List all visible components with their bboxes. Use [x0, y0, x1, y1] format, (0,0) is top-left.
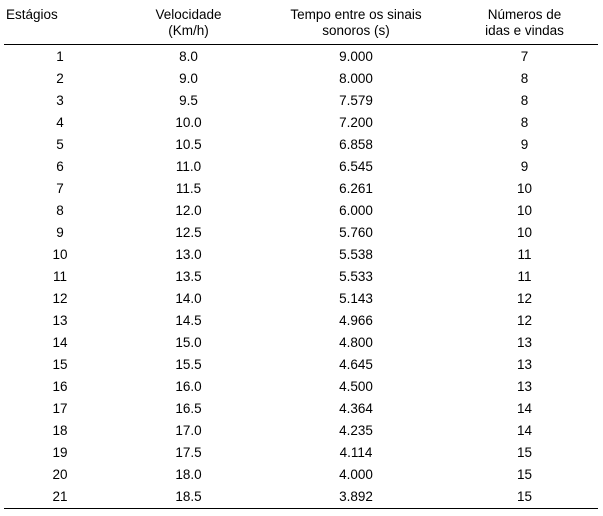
column-header-tempo — [261, 7, 451, 45]
cell-velocidade: 15.0 — [175, 335, 202, 350]
cell-estagio: 17 — [52, 401, 68, 416]
cell-idas-vindas: 14 — [516, 423, 533, 438]
table-row — [4, 222, 598, 244]
cell-idas-vindas: 12 — [516, 291, 533, 306]
table-body — [4, 45, 598, 509]
cell-estagio: 8 — [56, 203, 64, 218]
cell-estagio: 7 — [56, 181, 64, 196]
cell-velocidade: 11.0 — [175, 159, 202, 174]
cell-estagio: 2 — [56, 71, 64, 86]
cell-velocidade: 18.5 — [175, 489, 202, 504]
cell-estagio: 11 — [52, 269, 67, 284]
cell-tempo: 7.579 — [339, 93, 373, 108]
cell-estagio: 16 — [52, 379, 68, 394]
cell-velocidade: 18.0 — [175, 467, 202, 482]
table-row — [4, 156, 598, 178]
cell-tempo: 4.114 — [339, 445, 373, 460]
table-row — [4, 288, 598, 310]
table-row — [4, 464, 598, 486]
stages-table — [4, 7, 598, 509]
cell-velocidade: 16.0 — [175, 379, 202, 394]
header-line: Tempo entre os sinais — [290, 7, 422, 22]
cell-tempo: 5.143 — [339, 291, 373, 306]
cell-velocidade: 17.0 — [175, 423, 202, 438]
table-row — [4, 332, 598, 354]
cell-tempo: 5.538 — [339, 247, 373, 262]
table-header — [4, 7, 598, 45]
cell-tempo: 4.966 — [339, 313, 373, 328]
table-row — [4, 134, 598, 156]
table-row — [4, 244, 598, 266]
cell-tempo: 5.533 — [339, 269, 373, 284]
cell-estagio: 12 — [52, 291, 68, 306]
cell-estagio: 15 — [52, 357, 68, 372]
cell-tempo: 6.000 — [339, 203, 373, 218]
header-line: sonoros (s) — [322, 23, 390, 38]
cell-tempo: 3.892 — [339, 489, 373, 504]
cell-idas-vindas: 9 — [520, 159, 529, 174]
cell-idas-vindas: 15 — [516, 467, 533, 482]
table-row — [4, 200, 598, 222]
table-row — [4, 376, 598, 398]
cell-velocidade: 15.5 — [175, 357, 202, 372]
table-row — [4, 266, 598, 288]
cell-tempo: 4.000 — [339, 467, 373, 482]
cell-estagio: 19 — [52, 445, 68, 460]
cell-estagio: 14 — [52, 335, 68, 350]
cell-estagio: 5 — [56, 137, 64, 152]
table-row — [4, 420, 598, 442]
table-row — [4, 112, 598, 134]
cell-velocidade: 14.5 — [175, 313, 202, 328]
cell-velocidade: 11.5 — [175, 181, 202, 196]
cell-tempo: 4.364 — [339, 401, 373, 416]
cell-velocidade: 13.0 — [175, 247, 202, 262]
cell-velocidade: 9.5 — [179, 93, 198, 108]
cell-velocidade: 12.0 — [175, 203, 202, 218]
cell-idas-vindas: 11 — [517, 269, 532, 284]
cell-tempo: 5.760 — [339, 225, 373, 240]
cell-idas-vindas: 9 — [520, 137, 529, 152]
cell-idas-vindas: 7 — [520, 48, 529, 64]
cell-idas-vindas: 10 — [516, 225, 533, 240]
header-line: Números de — [487, 7, 562, 22]
cell-velocidade: 10.5 — [175, 137, 202, 152]
cell-idas-vindas: 12 — [516, 313, 533, 328]
cell-idas-vindas: 14 — [516, 401, 533, 416]
cell-tempo: 4.500 — [339, 379, 373, 394]
table-row — [4, 45, 598, 69]
cell-estagio: 18 — [52, 423, 68, 438]
cell-idas-vindas: 8 — [520, 93, 529, 108]
header-line: (Km/h) — [168, 23, 209, 38]
column-header-estagios — [4, 7, 116, 45]
table-row — [4, 354, 598, 376]
column-header-numeros — [451, 7, 598, 45]
cell-estagio: 1 — [56, 48, 64, 64]
cell-estagio: 3 — [56, 93, 64, 108]
table-row — [4, 442, 598, 464]
cell-idas-vindas: 10 — [516, 181, 533, 196]
cell-idas-vindas: 15 — [516, 489, 533, 504]
table-row — [4, 486, 598, 509]
cell-velocidade: 13.5 — [175, 269, 202, 284]
cell-tempo: 4.800 — [339, 335, 373, 350]
header-line: Velocidade — [155, 7, 222, 22]
cell-estagio: 20 — [52, 467, 68, 482]
header-line: idas e vindas — [485, 23, 564, 38]
cell-idas-vindas: 13 — [516, 335, 533, 350]
cell-velocidade: 17.5 — [175, 445, 202, 460]
header-line: Estágios — [6, 7, 58, 22]
cell-velocidade: 12.5 — [175, 225, 202, 240]
table-row — [4, 178, 598, 200]
cell-estagio: 13 — [52, 313, 68, 328]
cell-estagio: 4 — [56, 115, 64, 130]
cell-estagio: 9 — [56, 225, 64, 240]
table-row — [4, 398, 598, 420]
stages-table-container — [4, 7, 598, 509]
cell-tempo: 4.235 — [339, 423, 373, 438]
cell-velocidade: 16.5 — [175, 401, 202, 416]
cell-tempo: 6.858 — [339, 137, 373, 152]
cell-idas-vindas: 13 — [516, 357, 533, 372]
cell-velocidade: 8.0 — [179, 48, 198, 64]
cell-idas-vindas: 10 — [516, 203, 533, 218]
table-row — [4, 310, 598, 332]
cell-tempo: 9.000 — [339, 48, 373, 64]
cell-idas-vindas: 8 — [520, 115, 529, 130]
cell-idas-vindas: 15 — [516, 445, 533, 460]
cell-velocidade: 10.0 — [175, 115, 202, 130]
cell-idas-vindas: 8 — [520, 71, 529, 86]
cell-velocidade: 14.0 — [175, 291, 202, 306]
cell-tempo: 8.000 — [339, 71, 373, 86]
table-row — [4, 90, 598, 112]
cell-tempo: 4.645 — [339, 357, 373, 372]
cell-estagio: 10 — [52, 247, 68, 262]
cell-idas-vindas: 11 — [517, 247, 532, 262]
header-row — [4, 7, 598, 45]
cell-estagio: 21 — [52, 489, 68, 504]
cell-velocidade: 9.0 — [179, 71, 198, 86]
cell-idas-vindas: 13 — [516, 379, 533, 394]
table-row — [4, 68, 598, 90]
cell-tempo: 7.200 — [339, 115, 373, 130]
cell-estagio: 6 — [56, 159, 64, 174]
cell-tempo: 6.545 — [339, 159, 373, 174]
cell-tempo: 6.261 — [339, 181, 373, 196]
column-header-velocidade — [116, 7, 261, 45]
